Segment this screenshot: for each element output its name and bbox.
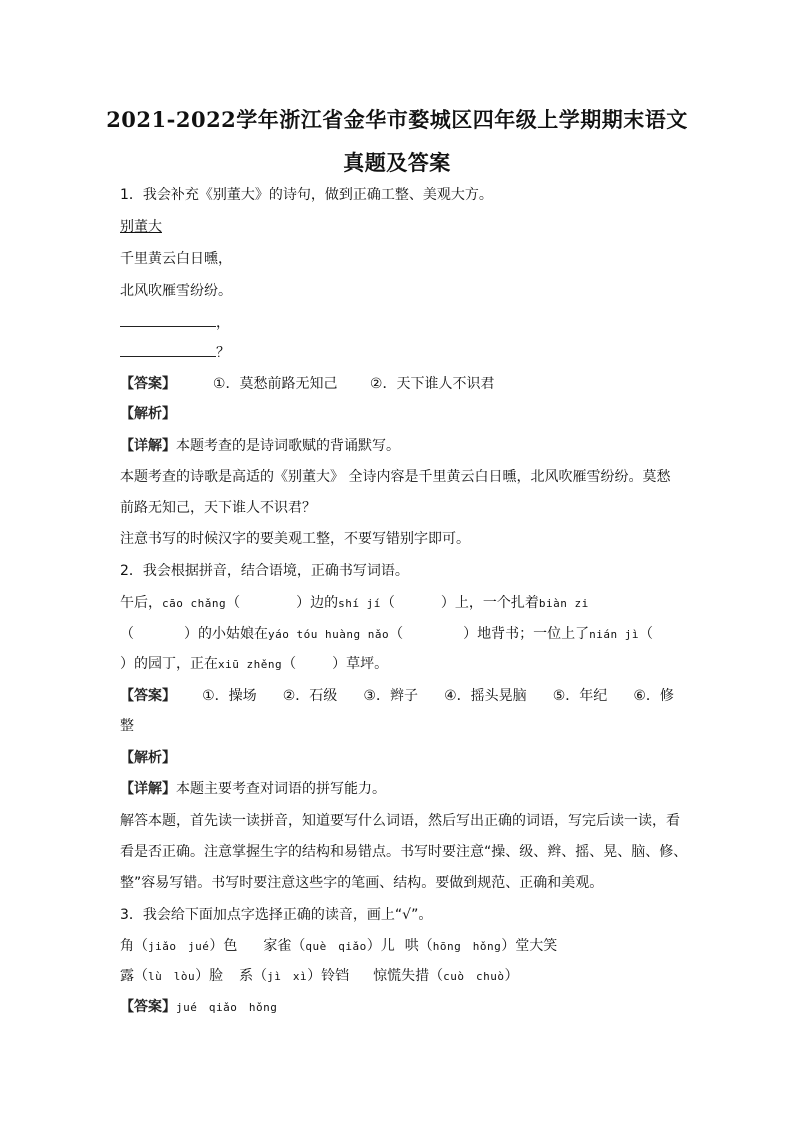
q3-word: 角（ — [120, 938, 148, 954]
q2-text: ）地背书；一位上了 — [463, 626, 590, 642]
q2-text: （ — [380, 595, 395, 611]
q1-blank-2 — [120, 344, 216, 357]
q1-paragraph-1a: 本题考查的诗歌是高适的《别董大》 全诗内容是千里黄云白日曛，北风吹雁雪纷纷。莫愁 — [120, 469, 671, 485]
q3-word: ）色 — [209, 938, 238, 954]
q3-word: 露（ — [120, 968, 148, 984]
q2-text: 午后， — [120, 595, 162, 611]
q2-sentence-line-2 — [120, 625, 653, 644]
q1-poem-title: 别董大 — [120, 219, 162, 235]
q3-row-2 — [120, 967, 518, 986]
q1-paragraph-1b: 前路无知己，天下谁人不识君？ — [120, 500, 316, 516]
q2-detail-tag: 【详解】 — [120, 781, 176, 797]
q3-word: ） — [504, 968, 519, 984]
q2-answer-5: ⑤．年纪 — [552, 688, 608, 704]
q3-word: 家雀（ — [263, 938, 306, 954]
q3-pinyin-options: hōng hǒng — [432, 940, 502, 953]
q2-paragraph-1b: 看是否正确。注意掌握生字的结构和易错点。书写时要注意“操、级、辫、摇、晃、脑、修、 — [120, 844, 688, 860]
q1-blank-1-punct: ， — [216, 315, 230, 331]
q1-blank-1 — [120, 314, 216, 327]
q3-word: ）铃铛 — [307, 968, 350, 984]
q2-answer-4: ④．摇头晃脑 — [444, 688, 527, 704]
q1-paragraph-2: 注意书写的时候汉字的要美观工整，不要写错别字即可。 — [120, 531, 470, 547]
q1-detail-text: 本题考查的是诗词歌赋的背诵默写。 — [176, 438, 400, 454]
q2-paragraph-1a: 解答本题，首先读一读拼音，知道要写什么词语，然后写出正确的词语，写完后读一读，看 — [120, 813, 680, 829]
q2-answer-6: ⑥．修 — [633, 688, 674, 704]
q1-blank-line-1 — [120, 314, 230, 332]
q2-text: （ — [120, 626, 134, 642]
q2-answer-2: ②．石级 — [282, 688, 338, 704]
q1-blank-2-punct: ？ — [216, 345, 230, 361]
q1-detail-tag: 【详解】 — [120, 438, 176, 454]
q2-pinyin-nianji: nián jì — [589, 628, 639, 641]
q2-paragraph-1c: 整”容易写错。书写时要注意这些字的笔画、结构。要做到规范、正确和美观。 — [120, 875, 604, 891]
q3-question: 3．我会给下面加点字选择正确的读音，画上“√”。 — [120, 907, 433, 923]
q2-detail-text: 本题主要考查对词语的拼写能力。 — [176, 781, 386, 797]
q2-text: （ — [282, 656, 297, 672]
q1-poem-line-1: 千里黄云白日曛， — [120, 251, 232, 267]
q3-word: 哄（ — [404, 938, 433, 954]
q3-word: 系（ — [239, 968, 268, 984]
q3-answer: jué qiǎo hǒng — [176, 1001, 278, 1014]
q1-answer-line — [120, 375, 524, 393]
q1-answer-2: ②．天下谁人不识君 — [369, 376, 495, 392]
q2-text: （ — [638, 626, 653, 642]
document-title-line-2: 真题及答案 — [343, 150, 451, 175]
q2-pinyin-bianzi: biàn zi — [538, 597, 589, 610]
q2-answer-wrap: 整 — [120, 718, 134, 734]
q3-pinyin-options: jì xì — [267, 970, 308, 983]
q2-text: （ — [389, 626, 404, 642]
q2-answer-line — [120, 687, 674, 705]
q3-pinyin-options: cuò chuò — [443, 970, 505, 983]
q1-detail-line — [120, 437, 400, 455]
q2-pinyin-xiuzheng: xiū zhěng — [218, 658, 283, 671]
q2-pinyin-yaotouhuangnao: yáo tóu huàng nǎo — [268, 628, 390, 641]
q1-answer-1: ①．莫愁前路无知己 — [212, 376, 338, 392]
q2-text: ）的园丁，正在 — [120, 656, 218, 672]
q1-analysis-tag: 【解析】 — [120, 406, 176, 422]
q3-word: ）脸 — [195, 968, 224, 984]
q2-sentence-line-1 — [120, 594, 589, 613]
q2-text: ）草坪。 — [332, 656, 389, 672]
q2-answer-tag: 【答案】 — [120, 688, 176, 704]
q3-word: ）儿 — [366, 938, 395, 954]
q3-pinyin-options: lù lòu — [148, 970, 196, 983]
q2-text: ）上，一个扎着 — [440, 595, 539, 611]
q2-text: ）边的 — [296, 595, 339, 611]
q2-text: ）的小姑娘在 — [184, 626, 268, 642]
q2-detail-line — [120, 780, 386, 798]
q2-pinyin-caochang: cāo chǎng — [162, 597, 227, 610]
document-title-line-1: 2021-2022学年浙江省金华市婺城区四年级上学期期末语文 — [106, 107, 688, 132]
q1-blank-line-2 — [120, 344, 230, 362]
q2-sentence-line-3 — [120, 655, 388, 674]
q3-answer-tag: 【答案】 — [120, 999, 176, 1015]
q2-answer-3: ③．辫子 — [363, 688, 418, 704]
q1-poem-line-2: 北风吹雁雪纷纷。 — [120, 283, 232, 299]
q3-pinyin-options: jiǎo jué — [148, 940, 210, 953]
q3-answer-line — [120, 998, 277, 1017]
q3-row-1 — [120, 937, 557, 956]
q2-pinyin-shiji: shí jí — [338, 597, 381, 610]
q2-question: 2．我会根据拼音，结合语境，正确书写词语。 — [120, 563, 409, 579]
q3-word: ）堂大笑 — [501, 938, 558, 954]
q1-answer-tag: 【答案】 — [120, 376, 176, 392]
q3-pinyin-options: què qiǎo — [305, 940, 367, 953]
q1-question: 1．我会补充《别董大》的诗句，做到正确工整、美观大方。 — [120, 187, 493, 203]
q3-word: 惊慌失措（ — [373, 968, 444, 984]
q2-analysis-tag: 【解析】 — [120, 750, 176, 766]
q2-answer-1: ①．操场 — [202, 688, 257, 704]
q2-text: （ — [226, 595, 241, 611]
